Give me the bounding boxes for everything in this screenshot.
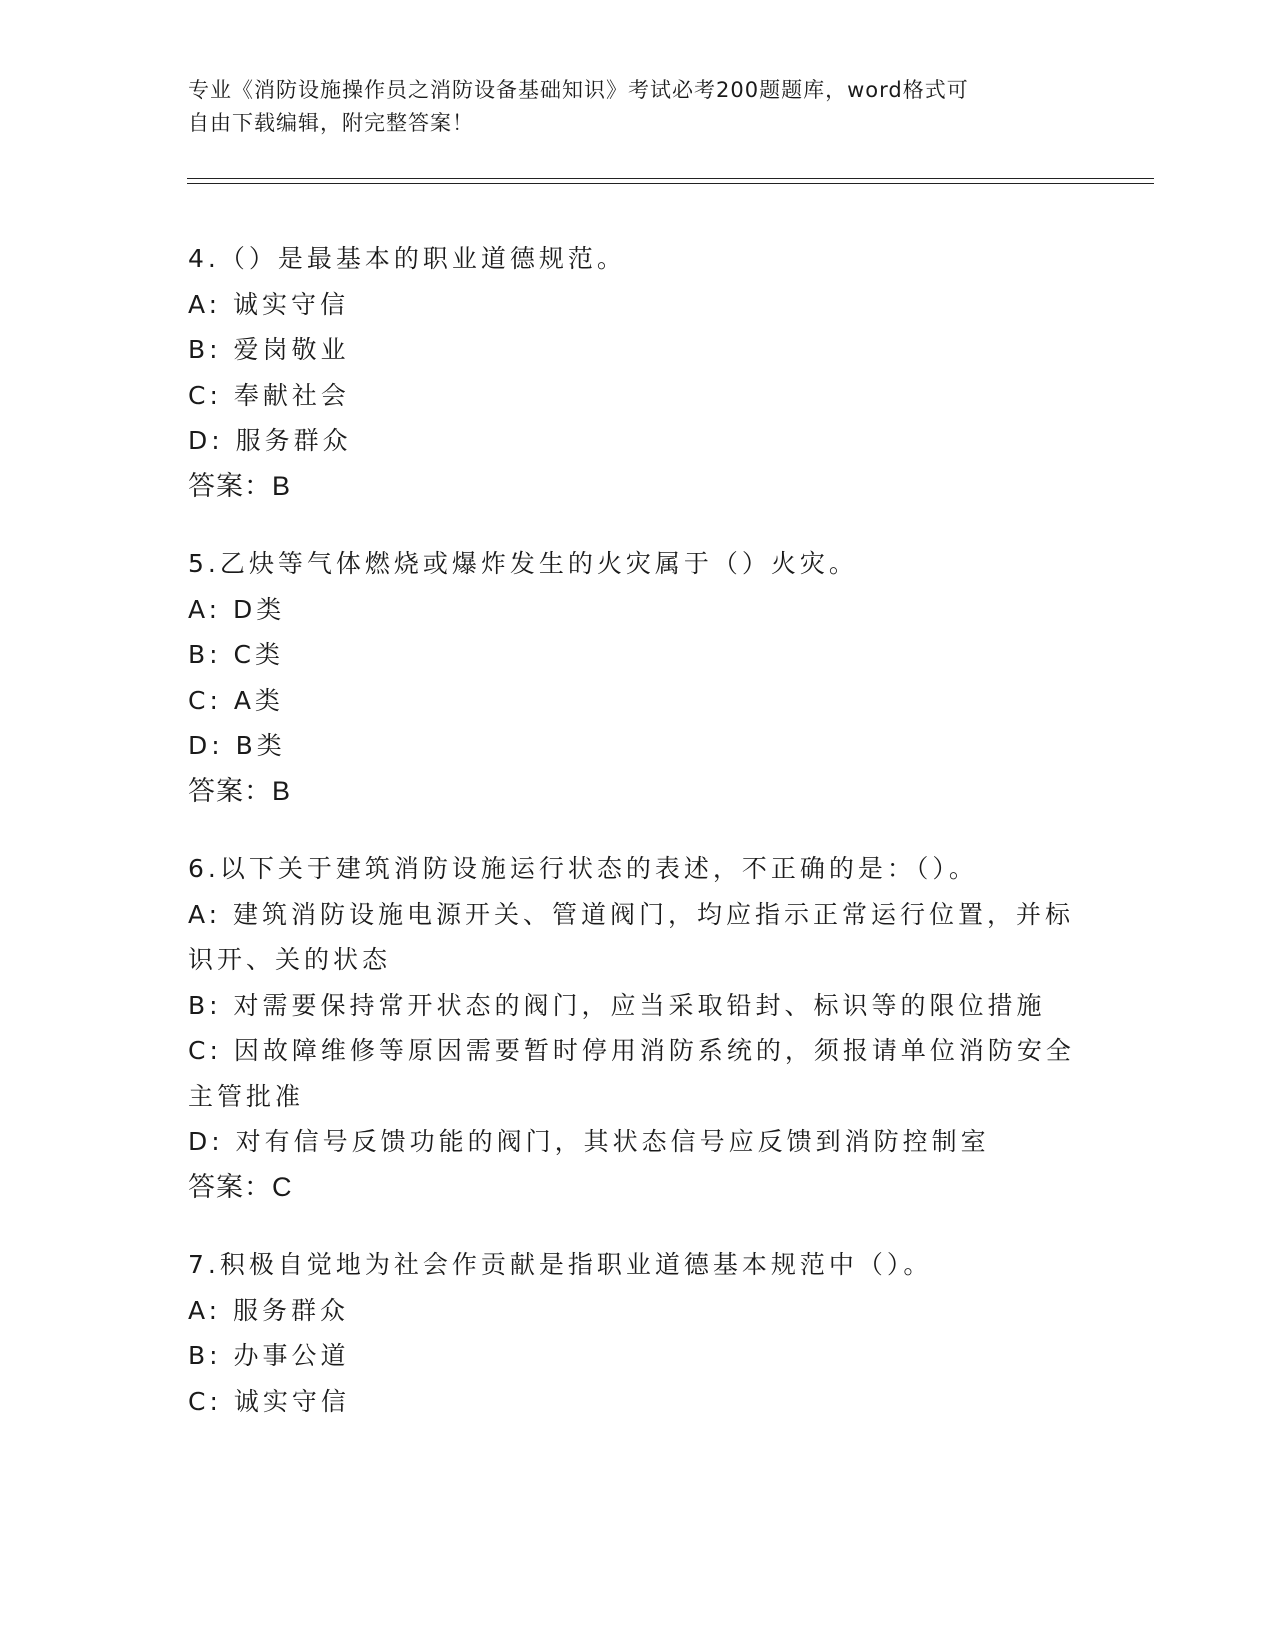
option-d: D: 对有信号反馈功能的阀门，其状态信号应反馈到消防控制室 (188, 1127, 990, 1156)
question-7 (188, 1242, 1088, 1424)
option-a: A: 服务群众 (188, 1295, 350, 1325)
option-b: B: 对需要保持常开状态的阀门，应当采取铅封、标识等的限位措施 (188, 990, 1046, 1020)
option-d: D: B类 (188, 731, 286, 760)
option-c: C: 诚实守信 (188, 1386, 350, 1416)
option-d: D: 服务群众 (188, 426, 352, 455)
question-list (188, 236, 1088, 1456)
question-5 (188, 541, 1088, 814)
option-c: C: 因故障维修等原因需要暂时停用消防系统的，须报请单位消防安全主管批准 (188, 1036, 1075, 1111)
option-c: C: A类 (188, 685, 284, 715)
document-header (188, 74, 1068, 140)
option-c: C: 奉献社会 (188, 380, 350, 410)
option-a: A: D类 (188, 594, 286, 624)
answer-line: 答案：B (188, 775, 292, 806)
question-stem: 7.积极自觉地为社会作贡献是指职业道德基本规范中（）。 (188, 1250, 933, 1279)
question-stem: 6.以下关于建筑消防设施运行状态的表述，不正确的是：（）。 (188, 854, 978, 883)
question-stem: 5.乙炔等气体燃烧或爆炸发生的火灾属于（）火灾。 (188, 549, 858, 578)
question-stem: 4.（）是最基本的职业道德规范。 (188, 244, 626, 273)
header-divider-top (187, 178, 1154, 179)
question-6 (188, 846, 1088, 1210)
header-divider-bottom (187, 183, 1154, 184)
question-4 (188, 236, 1088, 509)
answer-line: 答案：C (188, 1171, 293, 1202)
option-b: B: 办事公道 (188, 1341, 350, 1370)
answer-line: 答案：B (188, 470, 292, 501)
option-b: B: 爱岗敬业 (188, 335, 350, 364)
option-b: B: C类 (188, 640, 284, 669)
header-line-2: 自由下载编辑，附完整答案！ (188, 111, 474, 135)
header-line-1: 专业《消防设施操作员之消防设备基础知识》考试必考200题题库，word格式可 (188, 78, 969, 102)
option-a: A: 诚实守信 (188, 289, 350, 319)
option-a: A: 建筑消防设施电源开关、管道阀门，均应指示正常运行位置，并标识开、关的状态 (188, 899, 1075, 974)
